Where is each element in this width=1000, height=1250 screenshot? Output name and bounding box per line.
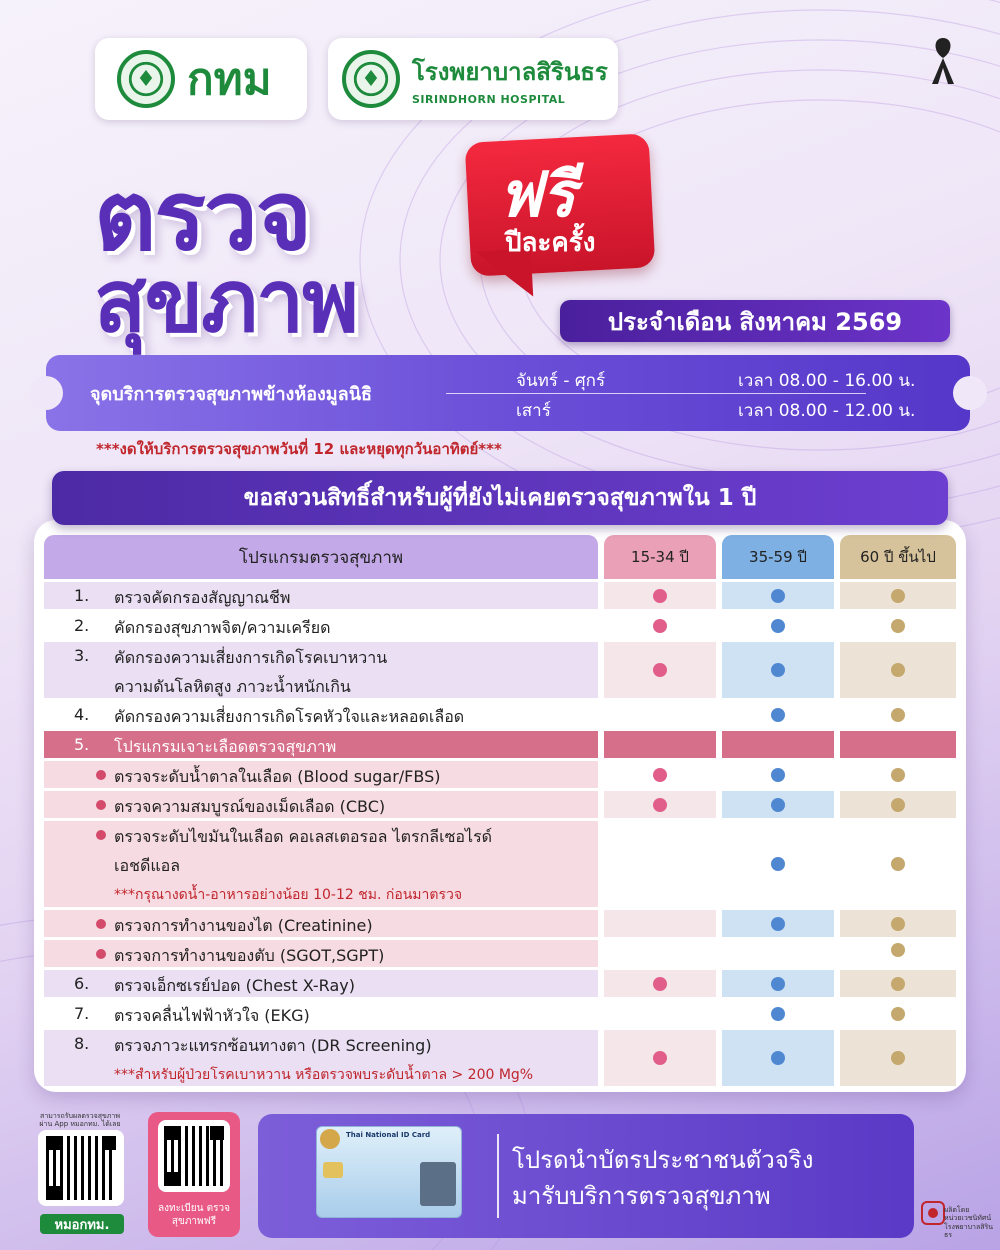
title-line1: ตรวจ — [94, 160, 311, 272]
saturday-label: เสาร์ — [516, 401, 551, 421]
row-text-line2: เอชดีแอล — [114, 856, 181, 875]
age-header-35-59: 35-59 ปี — [722, 535, 834, 579]
register-qr-code[interactable] — [164, 1126, 224, 1186]
row-text: ตรวจระดับไขมันในเลือด คอเลสเตอรอล ไตรกลีเซอไรด์ — [114, 827, 493, 846]
hospital-name-th: โรงพยาบาลสิรินธร — [412, 58, 608, 86]
dot-35-59 — [771, 857, 785, 871]
dot-35-59 — [771, 977, 785, 991]
program-column-header: โปรแกรมตรวจสุขภาพ — [44, 535, 598, 579]
sub-item-bullet-icon — [96, 949, 106, 959]
row-number: 7. — [74, 1004, 90, 1023]
saturday-time: เวลา 08.00 - 12.00 น. — [738, 401, 916, 421]
sub-item-bullet-icon — [96, 770, 106, 780]
row-text: ตรวจภาวะแทรกซ้อนทางตา (DR Screening) — [114, 1036, 432, 1055]
ticket-notch-left — [29, 376, 63, 410]
bkk-logo-card — [95, 38, 307, 120]
age-cell-bg — [604, 910, 716, 937]
dot-35-59 — [771, 663, 785, 677]
app-logo: หมอกทม. — [40, 1214, 124, 1234]
sub-item-bullet-icon — [96, 800, 106, 810]
dot-60-plus — [891, 917, 905, 931]
title-line2: สุขภาพ — [94, 252, 357, 352]
dot-60-plus — [891, 1007, 905, 1021]
row-text: ตรวจการทำงานของตับ (SGOT,SGPT) — [114, 946, 385, 965]
dot-35-59 — [771, 708, 785, 722]
sub-item-bullet-icon — [96, 919, 106, 929]
program-table-card — [34, 520, 966, 1092]
bkk-logo-text: กทม — [187, 55, 272, 104]
age-cell-bg — [604, 940, 716, 967]
id-card-chip-icon — [323, 1162, 343, 1178]
row-text: ตรวจเอ็กซเรย์ปอด (Chest X-Ray) — [114, 976, 355, 995]
dot-60-plus — [891, 857, 905, 871]
row-text: ตรวจคัดกรองสัญญาณชีพ — [114, 588, 291, 607]
row-text: ตรวจคลื่นไฟฟ้าหัวใจ (EKG) — [114, 1006, 310, 1025]
producer-caption: ผลิตโดย หน่วยเวชนิทัศน์ โรงพยาบาลสิรินธร — [944, 1206, 994, 1240]
dot-35-59 — [771, 917, 785, 931]
age-cell-bg — [604, 821, 716, 907]
weekday-time: เวลา 08.00 - 16.00 น. — [738, 371, 916, 391]
row-number: 2. — [74, 616, 90, 635]
dot-60-plus — [891, 663, 905, 677]
id-instruction-line1: โปรดนำบัตรประชาชนตัวจริง — [512, 1146, 814, 1174]
row-number: 8. — [74, 1034, 90, 1053]
register-qr-inner — [158, 1120, 230, 1192]
bkk-seal-icon: ♦ — [117, 50, 175, 108]
age-header-15-34: 15-34 ปี — [604, 535, 716, 579]
dot-60-plus — [891, 589, 905, 603]
dot-15-34 — [653, 798, 667, 812]
month-label: ประจำเดือน สิงหาคม 2569 — [560, 300, 950, 342]
hospital-name-en: SIRINDHORN HOSPITAL — [412, 93, 566, 106]
app-qr-code[interactable] — [46, 1136, 116, 1200]
dot-60-plus — [891, 768, 905, 782]
dot-60-plus — [891, 708, 905, 722]
row-text: คัดกรองสุขภาพจิต/ความเครียด — [114, 618, 331, 637]
dot-60-plus — [891, 619, 905, 633]
row-number: 4. — [74, 705, 90, 724]
row-text: ตรวจการทำงานของไต (Creatinine) — [114, 916, 373, 935]
dot-35-59 — [771, 1051, 785, 1065]
dot-15-34 — [653, 1051, 667, 1065]
id-card-photo-icon — [420, 1162, 456, 1206]
dot-15-34 — [653, 663, 667, 677]
weekday-label: จันทร์ - ศุกร์ — [516, 371, 606, 391]
dot-15-34 — [653, 589, 667, 603]
app-qr-caption: สามารถรับผลตรวจสุขภาพ ผ่าน App หมอกทม. ได้เลย — [39, 1112, 121, 1129]
free-badge-text: ฟรี — [498, 158, 576, 231]
row-text: โปรแกรมเจาะเลือดตรวจสุขภาพ — [114, 737, 337, 756]
hospital-seal-icon: ♦ — [342, 50, 400, 108]
register-caption: ลงทะเบียน ตรวจสุขภาพฟรี — [158, 1203, 230, 1227]
ticket-notch-right — [953, 376, 987, 410]
row-number: 6. — [74, 974, 90, 993]
age-cell-bg — [604, 701, 716, 728]
id-panel-divider — [497, 1134, 499, 1218]
eligibility-banner: ขอสงวนสิทธิ์สำหรับผู้ที่ยังไม่เคยตรวจสุขภาพใน 1 ปี — [52, 471, 948, 525]
dot-35-59 — [771, 589, 785, 603]
id-card-seal-icon — [320, 1129, 340, 1149]
age-cell-bg — [604, 731, 716, 758]
id-card-title: Thai National ID Card — [346, 1131, 431, 1139]
age-cell-bg — [722, 731, 834, 758]
row-text: ตรวจความสมบูรณ์ของเม็ดเลือด (CBC) — [114, 797, 386, 816]
free-badge-subtext: ปีละครั้ง — [505, 228, 596, 258]
app-qr-frame — [38, 1130, 124, 1206]
dot-60-plus — [891, 798, 905, 812]
row-number: 5. — [74, 735, 90, 754]
dot-15-34 — [653, 977, 667, 991]
dot-60-plus — [891, 977, 905, 991]
dot-35-59 — [771, 619, 785, 633]
row-number: 1. — [74, 586, 90, 605]
row-text-line2: ความดันโลหิตสูง ภาวะน้ำหนักเกิน — [114, 677, 351, 696]
service-hours-ticket — [46, 355, 970, 431]
age-header-60-plus: 60 ปี ขึ้นไป — [840, 535, 956, 579]
id-instruction-line2: มารับบริการตรวจสุขภาพ — [512, 1182, 771, 1210]
age-cell-bg — [722, 940, 834, 967]
dot-35-59 — [771, 1007, 785, 1021]
row-text: ตรวจระดับน้ำตาลในเลือด (Blood sugar/FBS) — [114, 767, 441, 786]
age-cell-bg — [840, 731, 956, 758]
row-number: 3. — [74, 646, 90, 665]
sub-item-bullet-icon — [96, 830, 106, 840]
dot-15-34 — [653, 619, 667, 633]
dot-60-plus — [891, 1051, 905, 1065]
dot-60-plus — [891, 943, 905, 957]
row-note: ***กรุณางดน้ำ-อาหารอย่างน้อย 10-12 ชม. ก่อนมาตรวจ — [114, 887, 463, 903]
hospital-logo-card — [328, 38, 618, 120]
dot-15-34 — [653, 768, 667, 782]
dot-35-59 — [771, 798, 785, 812]
service-location: จุดบริการตรวจสุขภาพข้างห้องมูลนิธิ — [90, 384, 372, 405]
row-note: ***สำหรับผู้ป่วยโรคเบาหวาน หรือตรวจพบระดับน้ำตาล > 200 Mg% — [114, 1067, 534, 1083]
closure-notice: ***งดให้บริการตรวจสุขภาพวันที่ 12 และหยุดทุกวันอาทิตย์*** — [96, 440, 502, 458]
dot-35-59 — [771, 768, 785, 782]
row-text: คัดกรองความเสี่ยงการเกิดโรคหัวใจและหลอดเลือด — [114, 707, 465, 726]
age-cell-bg — [604, 1000, 716, 1027]
row-text: คัดกรองความเสี่ยงการเกิดโรคเบาหวาน — [114, 648, 388, 667]
mourning-ribbon-icon — [928, 34, 958, 86]
